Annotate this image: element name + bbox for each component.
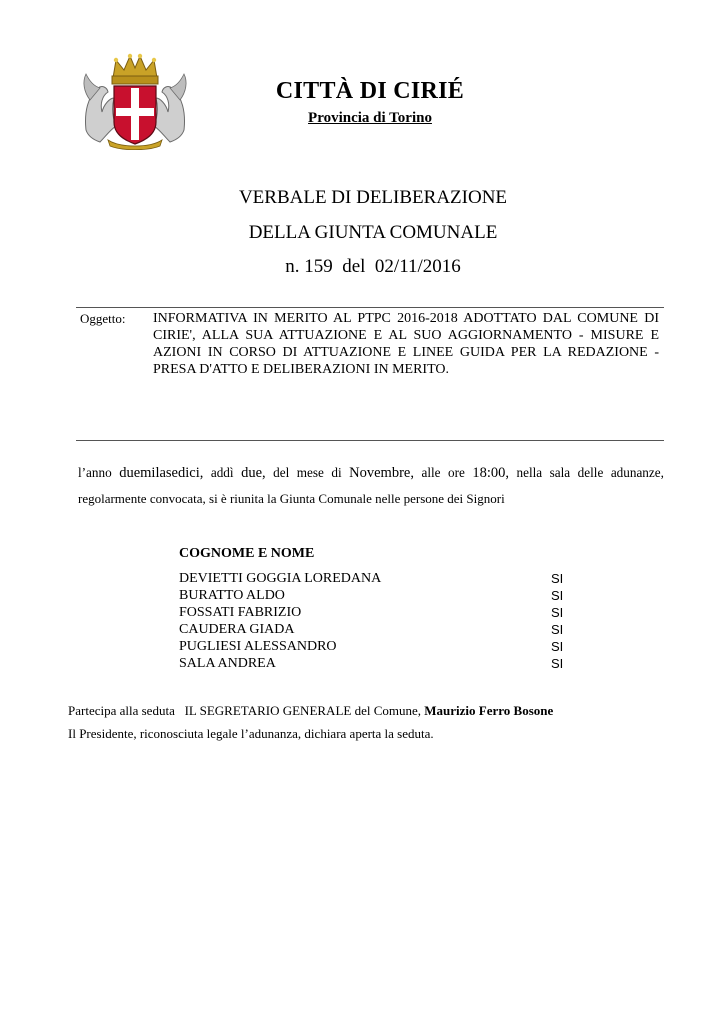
member-name: DEVIETTI GOGGIA LOREDANA [179, 571, 382, 586]
member-presence: SI [551, 639, 564, 654]
member-presence: SI [551, 588, 564, 603]
intro-word: adunanze, [610, 465, 664, 480]
intro-word: mese [296, 465, 324, 480]
document-type-line-2: DELLA GIUNTA COMUNALE [248, 222, 498, 243]
intro-word: nella [516, 465, 543, 480]
member-row [179, 604, 569, 621]
city-name: CITTÀ DI CIRIÉ [275, 78, 465, 104]
intro-word: del [273, 465, 290, 480]
member-name: PUGLIESI ALESSANDRO [179, 639, 337, 654]
secretary-name: Maurizio Ferro Bosone [424, 703, 554, 718]
participation-prefix: Partecipa alla seduta IL SEGRETARIO GENERALE del Comune, [68, 703, 425, 718]
member-name: BURATTO ALDO [179, 588, 285, 603]
member-name: CAUDERA GIADA [179, 622, 295, 637]
intro-word: l’anno [78, 465, 112, 480]
participation-line [68, 703, 553, 719]
member-row [179, 638, 569, 655]
divider-bottom [76, 440, 664, 441]
member-presence: SI [551, 622, 564, 637]
intro-word: di [331, 465, 342, 480]
document-number: n. 159 del 02/11/2016 [285, 256, 461, 277]
session-time: 18:00, [472, 465, 510, 481]
intro-word: addì [210, 465, 234, 480]
member-name: FOSSATI FABRIZIO [179, 605, 302, 620]
session-month: Novembre, [349, 465, 414, 481]
member-row [179, 587, 569, 604]
subject-label: Oggetto: [80, 311, 126, 326]
session-day: due, [241, 465, 266, 481]
members-list [179, 570, 569, 672]
member-row [179, 655, 569, 672]
intro-word: alle [421, 465, 441, 480]
province-name: Provincia di Torino [308, 110, 432, 126]
session-intro-line-2: regolarmente convocata, si è riunita la Giunta Comunale nelle persone dei Signori [78, 491, 505, 506]
subject-text: INFORMATIVA IN MERITO AL PTPC 2016-2018 ADOTTATO DAL COMUNE DI CIRIE', ALLA SUA ATTUAZIONE E AL SUO AGGIORNAMENTO - MISURE E AZIONI IN CORSO DI ATTUAZIONE E LINEE GUIDA PER LA REDAZIONE - PRESA D'ATTO E DELIBERAZIONI IN MERITO. [153, 311, 659, 377]
session-year: duemilasedici, [119, 465, 204, 481]
document-type-line-1: VERBALE DI DELIBERAZIONE [238, 187, 508, 208]
divider-top [76, 307, 664, 308]
member-name: SALA ANDREA [179, 656, 276, 671]
intro-word: ore [448, 465, 465, 480]
session-date-line [78, 465, 664, 482]
opening-statement: Il Presidente, riconosciuta legale l’adunanza, dichiara aperta la seduta. [68, 726, 434, 741]
member-row [179, 570, 569, 587]
member-row [179, 621, 569, 638]
member-presence: SI [551, 571, 564, 586]
member-presence: SI [551, 605, 564, 620]
intro-word: delle [577, 465, 604, 480]
member-presence: SI [551, 656, 564, 671]
members-header: COGNOME E NOME [179, 546, 315, 561]
intro-word: sala [549, 465, 571, 480]
